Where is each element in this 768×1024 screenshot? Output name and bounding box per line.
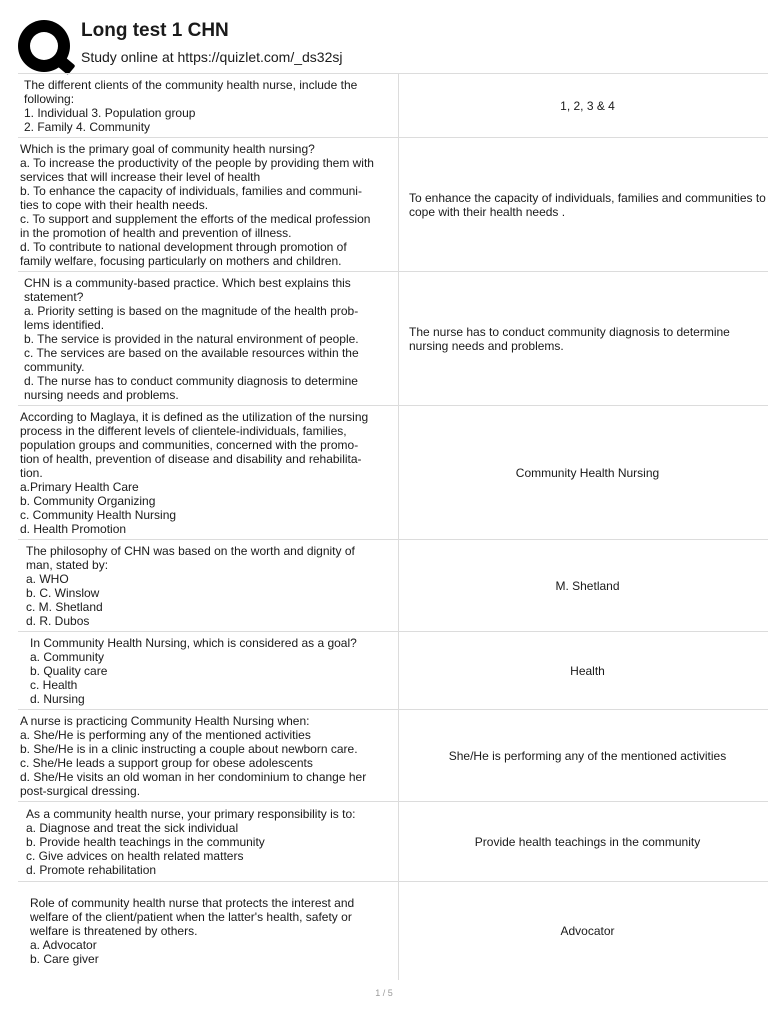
question-line: b. C. Winslow — [26, 586, 100, 600]
question-cell — [18, 632, 399, 710]
flashcard-row — [18, 710, 768, 802]
question-line: family welfare, focusing particularly on mothers and children. — [20, 254, 342, 268]
answer-cell: To enhance the capacity of individuals, families and communities to cope with their health needs . — [399, 138, 768, 272]
question-line: a. Community — [30, 650, 105, 664]
question-cell — [18, 74, 399, 138]
question-line: According to Maglaya, it is defined as the utilization of the nursing — [20, 410, 369, 424]
page-title: Long test 1 CHN — [81, 20, 229, 41]
flashcard-table — [18, 73, 768, 980]
question-line: 1. Individual 3. Population group — [24, 106, 196, 120]
question-line: The different clients of the community health nurse, include the — [24, 78, 358, 92]
question-line: a. Advocator — [30, 938, 97, 953]
question-cell — [18, 138, 399, 272]
question-line: CHN is a community-based practice. Which best explains this — [24, 276, 351, 290]
flashcard-row — [18, 882, 768, 980]
question-line: b. Provide health teachings in the community — [26, 835, 265, 849]
question-line: c. The services are based on the available resources within the — [24, 346, 359, 360]
flashcard-row — [18, 632, 768, 710]
question-line: man, stated by: — [26, 558, 109, 572]
answer-cell: Community Health Nursing — [399, 406, 768, 540]
question-line: d. She/He visits an old woman in her condominium to change her — [20, 770, 367, 784]
question-line: b. The service is provided in the natural environment of people. — [24, 332, 359, 346]
question-line: d. To contribute to national development through promotion of — [20, 240, 347, 254]
question-line: b. To enhance the capacity of individuals, families and communi- — [20, 184, 362, 198]
question-line: a.Primary Health Care — [20, 480, 139, 494]
question-line: process in the different levels of clientele-individuals, families, — [20, 424, 347, 438]
question-line: a. WHO — [26, 572, 69, 586]
question-cell — [18, 272, 399, 406]
answer-cell: Advocator — [399, 882, 768, 980]
question-line: c. Health — [30, 678, 78, 692]
question-line: d. R. Dubos — [26, 614, 90, 628]
question-line: As a community health nurse, your primary responsibility is to: — [26, 807, 356, 821]
answer-cell: Provide health teachings in the community — [399, 802, 768, 882]
question-line: d. Promote rehabilitation — [26, 863, 157, 877]
question-line: b. Care giver — [30, 952, 99, 967]
question-line: The philosophy of CHN was based on the worth and dignity of — [26, 544, 355, 558]
question-line: welfare of the client/patient when the latter's health, safety or — [30, 910, 352, 925]
question-line: a. To increase the productivity of the people by providing them with — [20, 156, 374, 170]
page-subtitle: Study online at https://quizlet.com/_ds32sj — [81, 49, 343, 65]
question-line: tion of health, prevention of disease and disability and rehabilita- — [20, 452, 362, 466]
page-header — [0, 0, 768, 72]
page-number: 1 / 5 — [375, 988, 393, 998]
question-line: Role of community health nurse that protects the interest and — [30, 896, 355, 911]
question-line: b. Quality care — [30, 664, 108, 678]
question-line: in the promotion of health and prevention of illness. — [20, 226, 292, 240]
question-line: ties to cope with their health needs. — [20, 198, 209, 212]
question-line: services that will increase their level of health — [20, 170, 261, 184]
flashcard-row — [18, 272, 768, 406]
answer-cell: She/He is performing any of the mentioned activities — [399, 710, 768, 802]
question-line: tion. — [20, 466, 43, 480]
question-line: c. Community Health Nursing — [20, 508, 177, 522]
question-line: c. To support and supplement the efforts of the medical profession — [20, 212, 371, 226]
question-line: d. The nurse has to conduct community diagnosis to determine — [24, 374, 358, 388]
flashcard-row — [18, 74, 768, 138]
question-line: a. Diagnose and treat the sick individual — [26, 821, 239, 835]
question-line: d. Nursing — [30, 692, 85, 706]
question-line: In Community Health Nursing, which is considered as a goal? — [30, 636, 357, 650]
question-line: population groups and communities, concerned with the promo- — [20, 438, 359, 452]
question-cell — [18, 406, 399, 540]
question-line: c. M. Shetland — [26, 600, 103, 614]
question-line: a. Priority setting is based on the magnitude of the health prob- — [24, 304, 359, 318]
flashcard-row — [18, 540, 768, 632]
question-line: following: — [24, 92, 75, 106]
question-line: post-surgical dressing. — [20, 784, 141, 798]
question-line: Which is the primary goal of community health nursing? — [20, 142, 315, 156]
answer-cell: 1, 2, 3 & 4 — [399, 74, 768, 138]
flashcard-row — [18, 138, 768, 272]
question-line: community. — [24, 360, 85, 374]
flashcard-row — [18, 802, 768, 882]
question-line: c. She/He leads a support group for obese adolescents — [20, 756, 313, 770]
question-line: statement? — [24, 290, 84, 304]
question-cell — [18, 540, 399, 632]
quizlet-logo-tail — [52, 53, 75, 75]
flashcard-row — [18, 406, 768, 540]
answer-cell: The nurse has to conduct community diagnosis to determine nursing needs and problems. — [399, 272, 768, 406]
question-line: nursing needs and problems. — [24, 388, 179, 402]
question-line: b. She/He is in a clinic instructing a couple about newborn care. — [20, 742, 358, 756]
question-line: c. Give advices on health related matters — [26, 849, 244, 863]
question-line: welfare is threatened by others. — [30, 924, 198, 939]
answer-cell: Health — [399, 632, 768, 710]
question-cell — [18, 802, 399, 882]
question-line: b. Community Organizing — [20, 494, 156, 508]
question-line: a. She/He is performing any of the mentioned activities — [20, 728, 311, 742]
question-cell — [18, 882, 399, 980]
question-line: d. Health Promotion — [20, 522, 127, 536]
question-cell — [18, 710, 399, 802]
question-line: 2. Family 4. Community — [24, 120, 151, 134]
question-line: lems identified. — [24, 318, 105, 332]
answer-cell: M. Shetland — [399, 540, 768, 632]
question-line: A nurse is practicing Community Health Nursing when: — [20, 714, 310, 728]
